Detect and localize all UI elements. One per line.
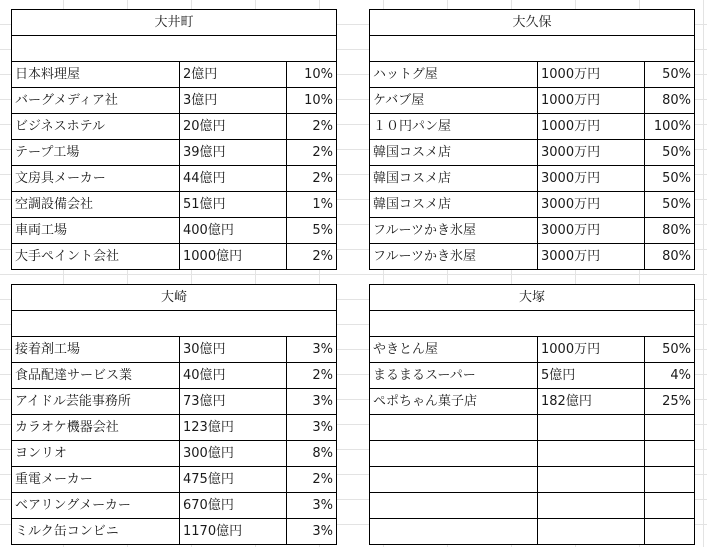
table-row: [370, 88, 694, 114]
business-name-cell[interactable]: フルーツかき氷屋: [370, 244, 538, 269]
table-otsuka: [369, 284, 695, 545]
table-row: [12, 218, 336, 244]
business-name-cell[interactable]: アイドル芸能事務所: [12, 389, 180, 414]
amount-cell[interactable]: [538, 467, 645, 492]
table-row: [12, 363, 336, 389]
amount-cell[interactable]: 20億円: [180, 114, 287, 139]
table-row: [370, 114, 694, 140]
amount-cell[interactable]: 300億円: [180, 441, 287, 466]
business-name-cell[interactable]: 食品配達サービス業: [12, 363, 180, 388]
rate-cell[interactable]: 50%: [662, 145, 691, 160]
rate-cell[interactable]: 3%: [312, 420, 333, 435]
rate-cell[interactable]: 80%: [662, 93, 691, 108]
rate-cell[interactable]: 10%: [304, 67, 333, 82]
amount-cell[interactable]: 1000万円: [538, 62, 645, 87]
amount-cell[interactable]: 3000万円: [538, 140, 645, 165]
amount-cell[interactable]: 3000万円: [538, 218, 645, 243]
amount-cell[interactable]: [538, 493, 645, 518]
business-name-cell[interactable]: ビジネスホテル: [12, 114, 180, 139]
rate-cell[interactable]: 100%: [653, 119, 691, 134]
business-name-cell[interactable]: ペポちゃん菓子店: [370, 389, 538, 414]
rate-cell[interactable]: [645, 493, 694, 518]
table-row: [370, 337, 694, 363]
table-row: [12, 519, 336, 544]
amount-cell[interactable]: 670億円: [180, 493, 287, 518]
table-row: [12, 415, 336, 441]
table-rows: [370, 62, 694, 269]
table-osaki: [11, 284, 337, 545]
business-name-cell[interactable]: 韓国コスメ店: [370, 140, 538, 165]
amount-cell[interactable]: 40億円: [180, 363, 287, 388]
rate-cell[interactable]: 2%: [312, 472, 333, 487]
amount-cell[interactable]: 3000万円: [538, 166, 645, 191]
amount-cell[interactable]: [538, 519, 645, 544]
rate-cell[interactable]: 50%: [662, 197, 691, 212]
business-name-cell[interactable]: [370, 467, 538, 492]
amount-cell[interactable]: 475億円: [180, 467, 287, 492]
rate-cell[interactable]: 8%: [312, 446, 333, 461]
business-name-cell[interactable]: １０円パン屋: [370, 114, 538, 139]
rate-cell[interactable]: 25%: [662, 394, 691, 409]
rate-cell[interactable]: [645, 441, 694, 466]
table-row: [370, 244, 694, 269]
business-name-cell[interactable]: 重電メーカー: [12, 467, 180, 492]
amount-cell[interactable]: 1000万円: [538, 337, 645, 362]
table-row: [370, 166, 694, 192]
table-row: [12, 62, 336, 88]
table-row: [12, 140, 336, 166]
table-okubo: [369, 9, 695, 270]
table-row: [370, 192, 694, 218]
rate-cell[interactable]: 50%: [662, 67, 691, 82]
table-row: [12, 114, 336, 140]
amount-cell[interactable]: 44億円: [180, 166, 287, 191]
rate-cell[interactable]: 2%: [312, 249, 333, 264]
table-row: [370, 519, 694, 544]
amount-cell[interactable]: 1170億円: [180, 519, 287, 544]
table-row: [370, 140, 694, 166]
business-name-cell[interactable]: [370, 441, 538, 466]
amount-cell[interactable]: 3億円: [180, 88, 287, 113]
amount-cell[interactable]: 3000万円: [538, 244, 645, 269]
business-name-cell[interactable]: ミルク缶コンビニ: [12, 519, 180, 544]
table-row: [370, 62, 694, 88]
rate-cell[interactable]: [645, 415, 694, 440]
rate-cell[interactable]: 1%: [312, 197, 333, 212]
table-row: [370, 389, 694, 415]
business-name-cell[interactable]: バーグメディア社: [12, 88, 180, 113]
table-row: [12, 166, 336, 192]
business-name-cell[interactable]: 韓国コスメ店: [370, 192, 538, 217]
table-rows: [12, 337, 336, 544]
table-title: 大塚: [370, 285, 694, 311]
table-row: [370, 493, 694, 519]
amount-cell[interactable]: 182億円: [538, 389, 645, 414]
blank-row: [12, 311, 336, 337]
rate-cell[interactable]: 3%: [312, 498, 333, 513]
amount-cell[interactable]: 3000万円: [538, 192, 645, 217]
rate-cell[interactable]: 5%: [312, 223, 333, 238]
table-row: [370, 467, 694, 493]
rate-cell[interactable]: 3%: [312, 394, 333, 409]
business-name-cell[interactable]: 大手ペイント会社: [12, 244, 180, 269]
amount-cell[interactable]: 5億円: [538, 363, 645, 388]
rate-cell[interactable]: 80%: [662, 249, 691, 264]
rate-cell[interactable]: 2%: [312, 368, 333, 383]
amount-cell[interactable]: [538, 415, 645, 440]
business-name-cell[interactable]: ケバブ屋: [370, 88, 538, 113]
table-oimachi: [11, 9, 337, 270]
rate-cell[interactable]: 4%: [670, 368, 691, 383]
table-row: [370, 441, 694, 467]
business-name-cell[interactable]: 韓国コスメ店: [370, 166, 538, 191]
blank-row: [370, 36, 694, 62]
business-name-cell[interactable]: やきとん屋: [370, 337, 538, 362]
amount-cell[interactable]: 1000万円: [538, 88, 645, 113]
table-row: [12, 88, 336, 114]
blank-row: [370, 311, 694, 337]
table-title: 大崎: [12, 285, 336, 311]
rate-cell[interactable]: 80%: [662, 223, 691, 238]
rate-cell[interactable]: 3%: [312, 524, 333, 539]
rate-cell[interactable]: 2%: [312, 119, 333, 134]
amount-cell[interactable]: 400億円: [180, 218, 287, 243]
table-rows: [12, 62, 336, 269]
table-row: [370, 218, 694, 244]
amount-cell[interactable]: 2億円: [180, 62, 287, 87]
business-name-cell[interactable]: [370, 519, 538, 544]
rate-cell[interactable]: 2%: [312, 171, 333, 186]
business-name-cell[interactable]: 接着剤工場: [12, 337, 180, 362]
business-name-cell[interactable]: 文房具メーカー: [12, 166, 180, 191]
amount-cell[interactable]: 1000万円: [538, 114, 645, 139]
rate-cell[interactable]: 50%: [662, 171, 691, 186]
table-row: [12, 441, 336, 467]
table-title: 大井町: [12, 10, 336, 36]
table-row: [370, 363, 694, 389]
business-name-cell[interactable]: [370, 415, 538, 440]
business-name-cell[interactable]: まるまるスーパー: [370, 363, 538, 388]
table-row: [12, 244, 336, 269]
business-name-cell[interactable]: 空調設備会社: [12, 192, 180, 217]
table-title: 大久保: [370, 10, 694, 36]
business-name-cell[interactable]: フルーツかき氷屋: [370, 218, 538, 243]
blank-row: [12, 36, 336, 62]
table-row: [12, 467, 336, 493]
business-name-cell[interactable]: 車両工場: [12, 218, 180, 243]
table-row: [12, 389, 336, 415]
rate-cell[interactable]: 10%: [304, 93, 333, 108]
business-name-cell[interactable]: テープ工場: [12, 140, 180, 165]
business-name-cell[interactable]: カラオケ機器会社: [12, 415, 180, 440]
table-rows: [370, 337, 694, 544]
table-row: [12, 192, 336, 218]
amount-cell[interactable]: 51億円: [180, 192, 287, 217]
amount-cell[interactable]: 30億円: [180, 337, 287, 362]
business-name-cell[interactable]: ベアリングメーカー: [12, 493, 180, 518]
business-name-cell[interactable]: ハットグ屋: [370, 62, 538, 87]
business-name-cell[interactable]: [370, 493, 538, 518]
rate-cell[interactable]: [645, 519, 694, 544]
rate-cell[interactable]: [645, 467, 694, 492]
amount-cell[interactable]: [538, 441, 645, 466]
table-row: [12, 493, 336, 519]
rate-cell[interactable]: 50%: [662, 342, 691, 357]
amount-cell[interactable]: 1000億円: [180, 244, 287, 269]
business-name-cell[interactable]: 日本料理屋: [12, 62, 180, 87]
amount-cell[interactable]: 73億円: [180, 389, 287, 414]
rate-cell[interactable]: 3%: [312, 342, 333, 357]
amount-cell[interactable]: 39億円: [180, 140, 287, 165]
table-row: [370, 415, 694, 441]
business-name-cell[interactable]: ヨンリオ: [12, 441, 180, 466]
rate-cell[interactable]: 2%: [312, 145, 333, 160]
table-row: [12, 337, 336, 363]
amount-cell[interactable]: 123億円: [180, 415, 287, 440]
